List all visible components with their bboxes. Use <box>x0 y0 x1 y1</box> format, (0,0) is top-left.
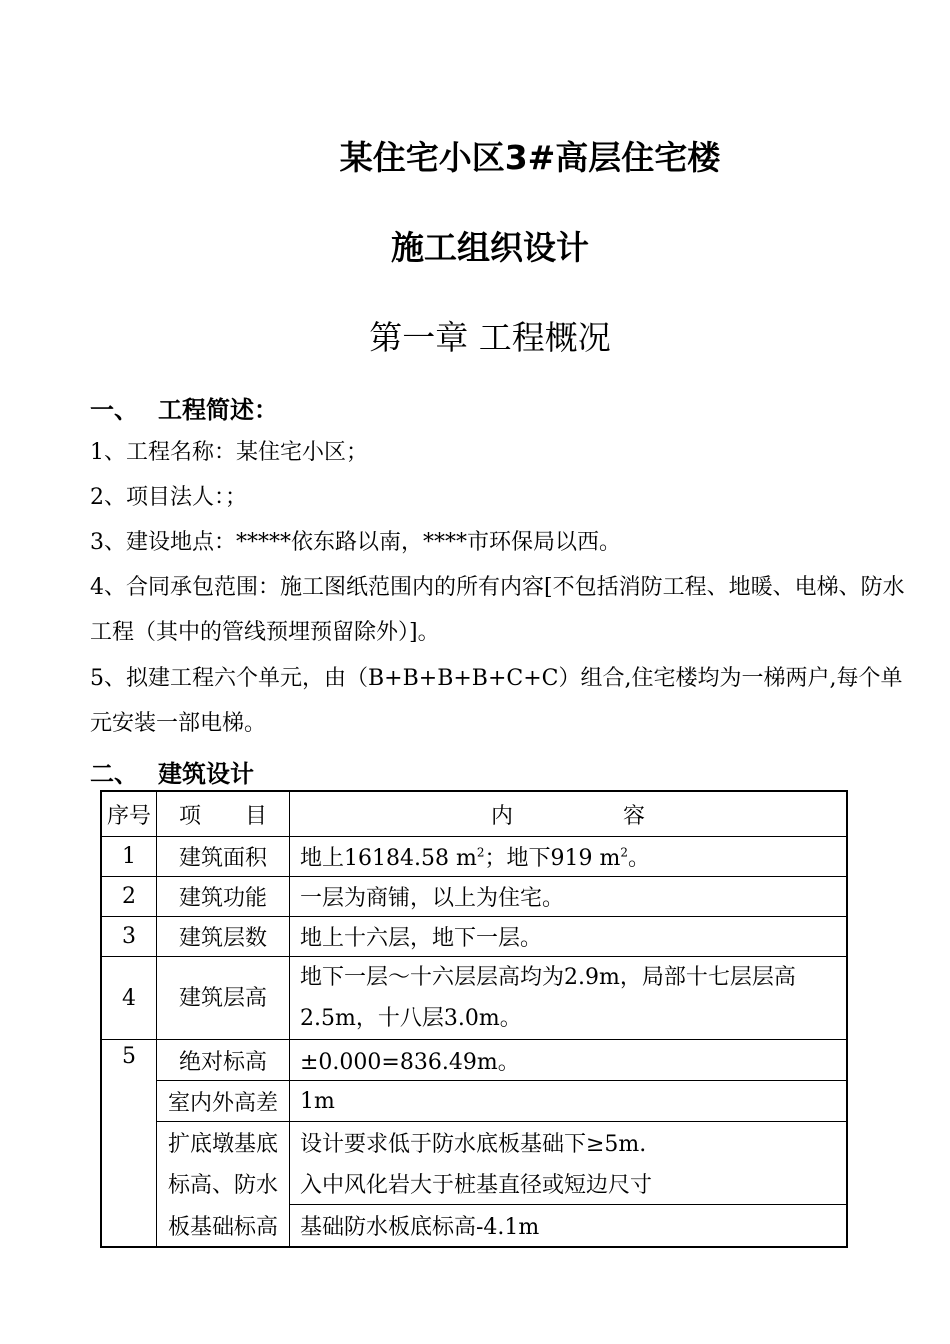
header-seq: 序号 <box>101 791 157 837</box>
table-row <box>101 1081 847 1122</box>
row-content <box>290 837 848 877</box>
row-seq: 4 <box>101 957 157 1040</box>
section-number: 一、 <box>90 396 138 424</box>
table-row <box>101 837 847 877</box>
header-item: 项 目 <box>157 791 290 837</box>
area-below: ；地下919 m <box>484 846 621 871</box>
superscript: 2 <box>476 845 485 860</box>
section-heading-architecture <box>90 754 254 789</box>
section-title: 工程简述： <box>158 396 278 424</box>
row-item: 建筑层数 <box>157 917 290 957</box>
row-seq: 3 <box>101 917 157 957</box>
period: 。 <box>627 846 650 871</box>
row-item: 建筑面积 <box>157 837 290 877</box>
paragraph-legal-person: 2、项目法人：； <box>90 485 247 510</box>
row-content: 1m <box>290 1081 848 1122</box>
paragraph-units: 5、拟建工程六个单元，由（B+B+B+B+C+C）组合,住宅楼均为一梯两户,每个单元安装一部电梯。 <box>90 666 903 736</box>
row-item: 板基础标高 <box>157 1205 290 1248</box>
document-title: 施工组织设计 <box>391 228 589 267</box>
table-row <box>101 957 847 1040</box>
row-content: 一层为商铺，以上为住宅。 <box>290 877 848 917</box>
header-content: 内 容 <box>290 791 848 837</box>
paragraph-location: 3、建设地点：*****依东路以南，****市环保局以西。 <box>90 530 621 555</box>
table-row <box>101 1040 847 1081</box>
superscript: 2 <box>620 845 628 860</box>
row-item: 绝对标高 <box>157 1040 290 1081</box>
section-title: 建筑设计 <box>158 760 254 788</box>
row-seq: 1 <box>101 837 157 877</box>
table-row <box>101 1205 847 1248</box>
project-title: 某住宅小区3#高层住宅楼 <box>339 138 721 177</box>
row-seq: 2 <box>101 877 157 917</box>
section-heading-overview <box>90 390 278 425</box>
table-row <box>101 917 847 957</box>
row-content: 设计要求低于防水底板基础下≥5m. <box>290 1122 848 1164</box>
row-content: 地下一层～十六层层高均为2.9m，局部十七层层高2.5m，十八层3.0m。 <box>290 957 848 1040</box>
row-item: 标高、防水 <box>157 1163 290 1205</box>
row-item: 建筑功能 <box>157 877 290 917</box>
paragraph-project-name: 1、工程名称：某住宅小区； <box>90 440 368 465</box>
table-row <box>101 877 847 917</box>
row-content: 基础防水板底标高-4.1m <box>290 1205 848 1248</box>
row-content: ±0.000=836.49m。 <box>290 1040 848 1081</box>
section-number: 二、 <box>90 760 138 788</box>
row-item: 扩底墩基底 <box>157 1122 290 1164</box>
table-row <box>101 1122 847 1164</box>
area-above: 地上16184.58 m <box>300 846 477 871</box>
row-content: 入中风化岩大于桩基直径或短边尺寸 <box>290 1163 848 1205</box>
row-seq: 5 <box>101 1040 157 1248</box>
architecture-table <box>100 790 848 1248</box>
table-header-row <box>101 791 847 837</box>
chapter-title: 第一章 工程概况 <box>369 318 611 357</box>
row-item: 室内外高差 <box>157 1081 290 1122</box>
paragraph-contract-scope: 4、合同承包范围：施工图纸范围内的所有内容[不包括消防工程、地暖、电梯、防水工程（其中的管线预埋预留除外）]。 <box>90 575 905 645</box>
table-row <box>101 1163 847 1205</box>
row-content: 地上十六层，地下一层。 <box>290 917 848 957</box>
row-item: 建筑层高 <box>157 957 290 1040</box>
